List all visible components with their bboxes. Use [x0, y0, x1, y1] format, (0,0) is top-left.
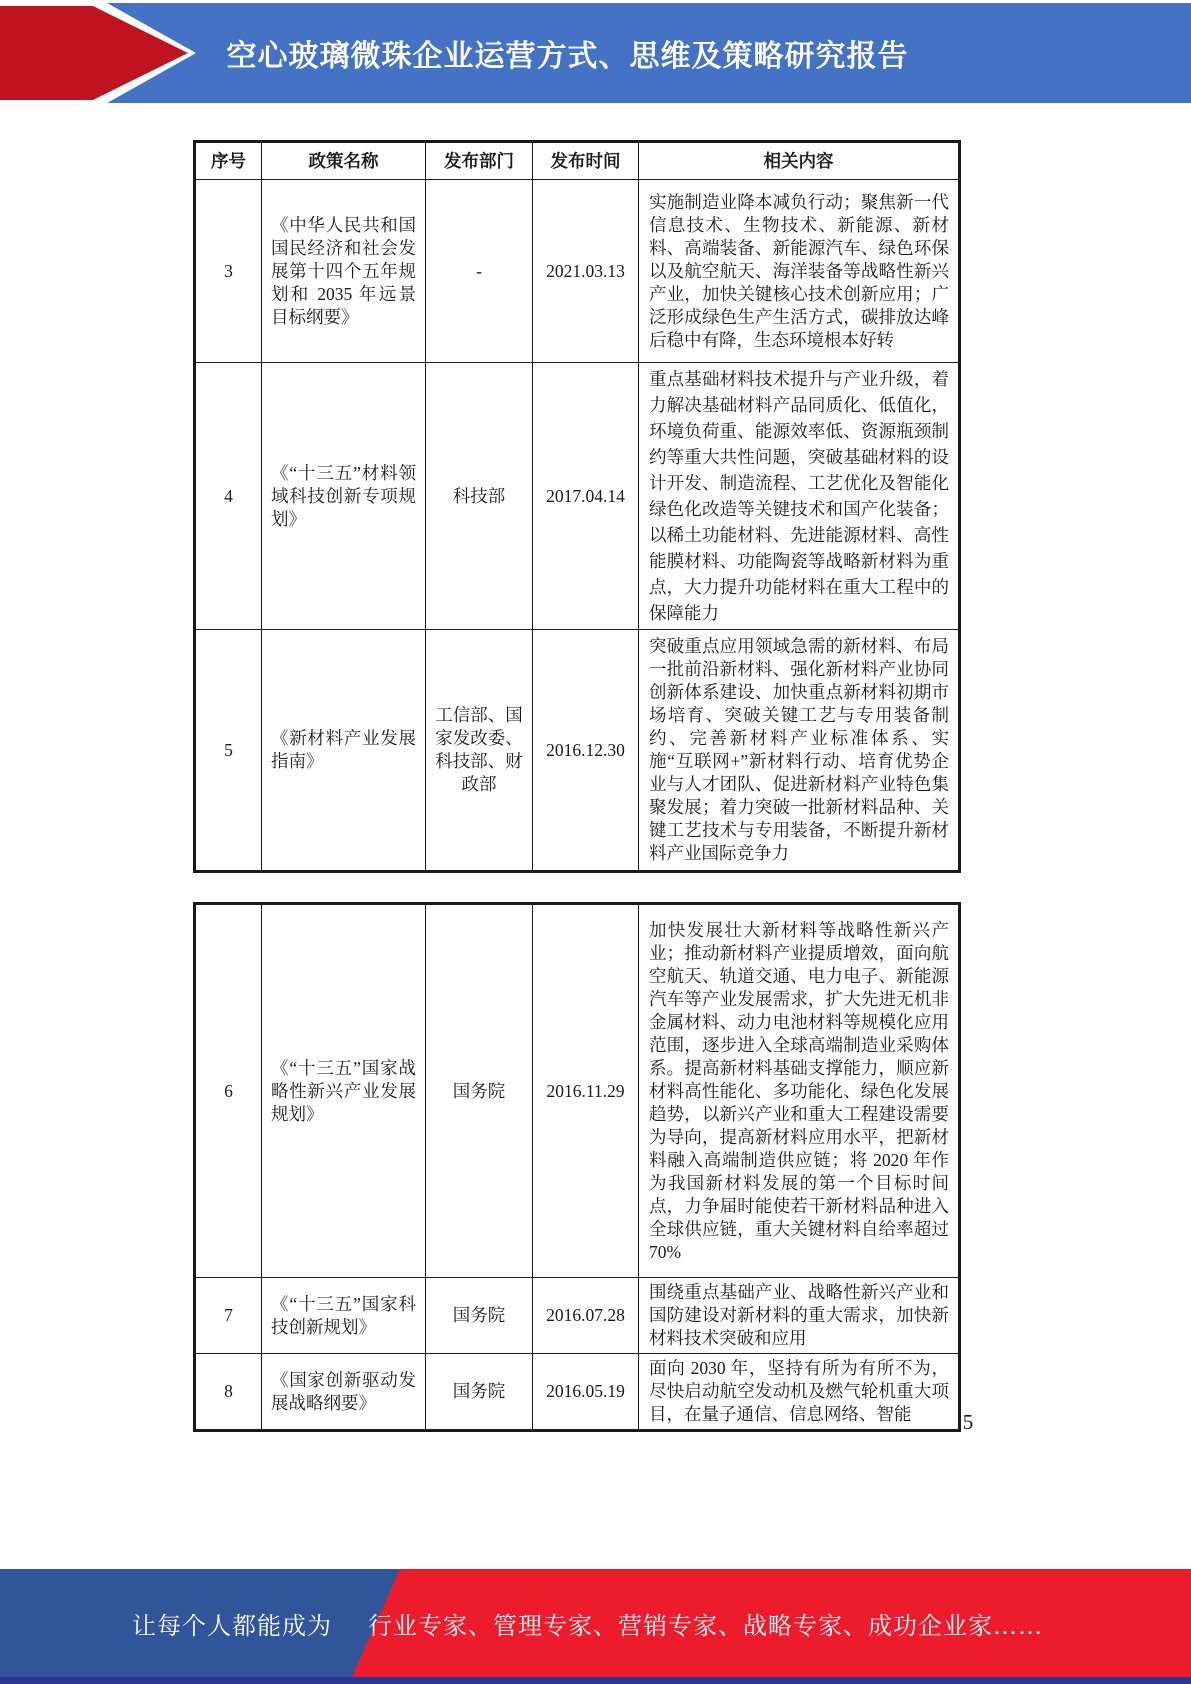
policy-date-cell: 2016.07.28	[533, 1278, 639, 1354]
table-row	[195, 363, 960, 630]
table-row	[195, 1354, 960, 1431]
policy-dept-cell: 科技部	[426, 363, 533, 630]
table-row	[195, 1278, 960, 1354]
policy-date-cell: 2016.11.29	[533, 904, 639, 1278]
policy-content-cell: 重点基础材料技术提升与产业升级，着力解决基础材料产品同质化、低值化，环境负荷重、能源效率低、资源瓶颈制约等重大共性问题，突破基础材料的设计开发、制造流程、工艺优化及智能化绿色化改造等关键技术和国产化装备；以稀土功能材料、先进能源材料、高性能膜材料、功能陶瓷等战略新材料为重点，大力提升功能材料在重大工程中的保障能力	[639, 363, 960, 630]
policy-name-cell: 《“十三五”国家战略性新兴产业发展规划》	[262, 904, 426, 1278]
page-number: 5	[962, 1410, 974, 1434]
footer-bottom-strip	[0, 1677, 1191, 1684]
policy-dept-cell: -	[426, 180, 533, 363]
footer-left-text: 让每个人都能成为	[132, 1613, 332, 1640]
policy-name-cell: 《国家创新驱动发展战略纲要》	[262, 1354, 426, 1431]
footer-right-text: 行业专家、管理专家、营销专家、战略专家、成功企业家……	[368, 1613, 1043, 1640]
policy-date-cell: 2016.05.19	[533, 1354, 639, 1431]
policy-table-1	[193, 140, 961, 873]
policy-content-cell: 面向 2030 年，坚持有所为有所不为，尽快启动航空发动机及燃气轮机重大项目，在量子通信、信息网络、智能	[639, 1354, 960, 1431]
table-row	[195, 630, 960, 872]
policy-name-cell: 《“十三五”材料领域科技创新专项规划》	[262, 363, 426, 630]
policy-no-cell: 4	[195, 363, 262, 630]
policy-date-cell: 2017.04.14	[533, 363, 639, 630]
policy-date-cell: 2016.12.30	[533, 630, 639, 872]
col-header-date: 发布时间	[533, 142, 639, 180]
col-header-no: 序号	[195, 142, 262, 180]
table-header-row	[195, 142, 960, 180]
table-row	[195, 904, 960, 1278]
policy-table-2	[193, 902, 961, 1432]
policy-content-cell: 围绕重点基础产业、战略性新兴产业和国防建设对新材料的重大需求，加快新材料技术突破和应用	[639, 1278, 960, 1354]
policy-date-cell: 2021.03.13	[533, 180, 639, 363]
policy-no-cell: 3	[195, 180, 262, 363]
col-header-dept: 发布部门	[426, 142, 533, 180]
policy-name-cell: 《新材料产业发展指南》	[262, 630, 426, 872]
col-header-name: 政策名称	[262, 142, 426, 180]
policy-no-cell: 6	[195, 904, 262, 1278]
col-header-content: 相关内容	[639, 142, 960, 180]
report-title: 空心玻璃微珠企业运营方式、思维及策略研究报告	[226, 40, 909, 73]
policy-dept-cell: 工信部、国家发改委、科技部、财政部	[426, 630, 533, 872]
policy-dept-cell: 国务院	[426, 1278, 533, 1354]
footer-banner	[0, 1569, 1191, 1677]
policy-content-cell: 实施制造业降本减负行动；聚焦新一代信息技术、生物技术、新能源、新材料、高端装备、新能源汽车、绿色环保以及航空航天、海洋装备等战略性新兴产业，加快关键核心技术创新应用；广泛形成绿色生产生活方式，碳排放达峰后稳中有降，生态环境根本好转	[639, 180, 960, 363]
policy-dept-cell: 国务院	[426, 1354, 533, 1431]
policy-no-cell: 8	[195, 1354, 262, 1431]
policy-name-cell: 《中华人民共和国国民经济和社会发展第十四个五年规划和 2035 年远景目标纲要》	[262, 180, 426, 363]
policy-no-cell: 7	[195, 1278, 262, 1354]
policy-dept-cell: 国务院	[426, 904, 533, 1278]
policy-content-cell: 加快发展壮大新材料等战略性新兴产业；推动新材料产业提质增效，面向航空航天、轨道交通、电力电子、新能源汽车等产业发展需求，扩大先进无机非金属材料、动力电池材料等规模化应用范围，逐步进入全球高端制造业采购体系。提高新材料基础支撑能力，顺应新材料高性能化、多功能化、绿色化发展趋势，以新兴产业和重大工程建设需要为导向，提高新材料应用水平，把新材料融入高端制造供应链；将 2020 年作为我国新材料发展的第一个目标时间点，力争届时能使若干新材料品种进入全球供应链，重大关键材料自给率超过 70%	[639, 904, 960, 1278]
policy-content-cell: 突破重点应用领域急需的新材料、布局一批前沿新材料、强化新材料产业协同创新体系建设、加快重点新材料初期市场培育、突破关键工艺与专用装备制约、完善新材料产业标准体系、实施“互联网+”新材料行动、培育优势企业与人才团队、促进新材料产业特色集聚发展；着力突破一批新材料品种、关键工艺技术与专用装备，不断提升新材料产业国际竞争力	[639, 630, 960, 872]
policy-no-cell: 5	[195, 630, 262, 872]
table-row	[195, 180, 960, 363]
policy-name-cell: 《“十三五”国家科技创新规划》	[262, 1278, 426, 1354]
